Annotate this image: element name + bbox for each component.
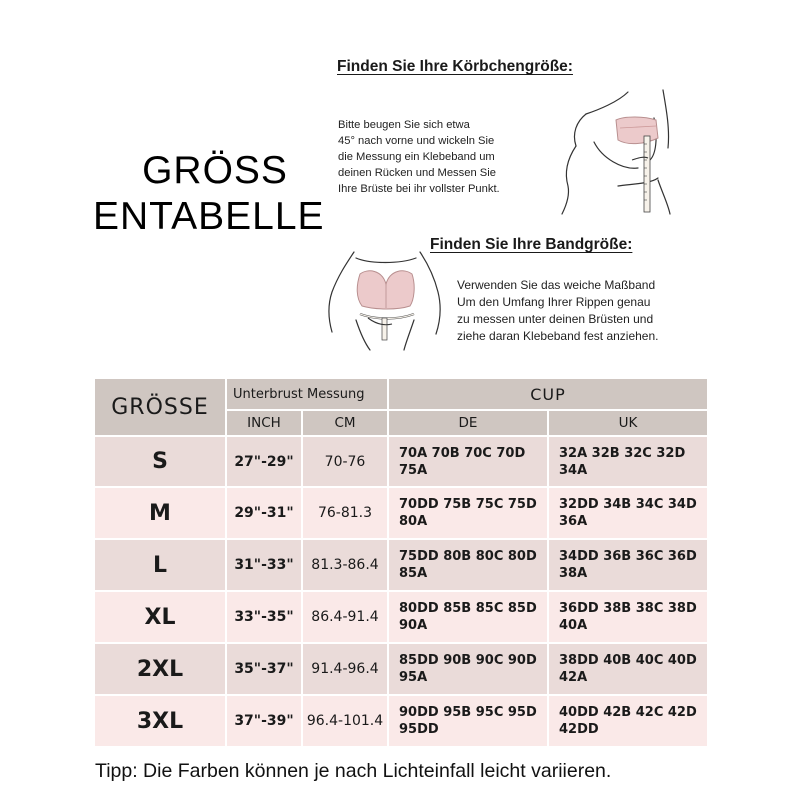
- uk-cup-line: 36DD 38B 38C 38D: [559, 601, 697, 616]
- de-header: DE: [388, 410, 548, 436]
- de-cup-line: 95DD: [399, 722, 439, 737]
- uk-cup-line: 38DD 40B 40C 40D: [559, 653, 697, 668]
- cm-cell: 96.4-101.4: [302, 695, 388, 747]
- cup-instruction-line: Ihre Brüste bei ihr vollster Punkt.: [338, 183, 500, 195]
- size-cell: 3XL: [94, 695, 226, 747]
- uk-header: UK: [548, 410, 708, 436]
- table-row: [94, 591, 708, 643]
- band-instruction-line: Um den Umfang Ihrer Rippen genau: [457, 295, 651, 309]
- title-line-2: ENTABELLE: [93, 195, 325, 238]
- uk-cup-line: 40DD 42B 42C 42D: [559, 705, 697, 720]
- cup-size-heading: Finden Sie Ihre Körbchengröße:: [337, 58, 573, 75]
- de-cup-cell: [388, 539, 548, 591]
- uk-cup-line: 40A: [559, 618, 588, 633]
- de-cup-cell: [388, 487, 548, 539]
- inch-cell: 27"-29": [226, 436, 302, 487]
- uk-cup-line: 42A: [559, 670, 588, 685]
- de-cup-line: 85DD 90B 90C 90D: [399, 653, 537, 668]
- de-cup-line: 85A: [399, 566, 428, 581]
- de-cup-line: 90A: [399, 618, 428, 633]
- inch-cell: 35"-37": [226, 643, 302, 695]
- de-cup-cell: [388, 436, 548, 487]
- table-row: [94, 539, 708, 591]
- uk-cup-cell: [548, 643, 708, 695]
- uk-cup-line: 34A: [559, 462, 588, 478]
- inch-cell: 37"-39": [226, 695, 302, 747]
- cup-instruction-line: die Messung ein Klebeband um: [338, 151, 495, 163]
- cm-cell: 81.3-86.4: [302, 539, 388, 591]
- de-cup-line: 75A: [399, 462, 428, 478]
- de-cup-cell: [388, 695, 548, 747]
- cup-instruction-line: deinen Rücken und Messen Sie: [338, 167, 496, 179]
- uk-cup-line: 32A 32B 32C 32D: [559, 445, 686, 461]
- size-cell: 2XL: [94, 643, 226, 695]
- table-row: [94, 695, 708, 747]
- de-cup-cell: [388, 643, 548, 695]
- band-instruction-line: Verwenden Sie das weiche Maßband: [457, 278, 656, 292]
- table-row: [94, 487, 708, 539]
- color-tip: Tipp: Die Farben können je nach Lichteinfall leicht variieren.: [95, 760, 612, 782]
- cm-cell: 91.4-96.4: [302, 643, 388, 695]
- uk-cup-line: 42DD: [559, 722, 599, 737]
- uk-cup-line: 32DD 34B 34C 34D: [559, 497, 697, 512]
- woman-measuring-underbust-icon: [320, 248, 450, 353]
- uk-cup-line: 34DD 36B 36C 36D: [559, 549, 697, 564]
- uk-cup-cell: [548, 539, 708, 591]
- de-cup-line: 75DD 80B 80C 80D: [399, 549, 537, 564]
- table-header-row: [94, 378, 708, 410]
- size-cell: M: [94, 487, 226, 539]
- de-cup-line: 80DD 85B 85C 85D: [399, 601, 537, 616]
- uk-cup-cell: [548, 436, 708, 487]
- inch-header: INCH: [226, 410, 302, 436]
- inch-cell: 33"-35": [226, 591, 302, 643]
- uk-cup-line: 38A: [559, 566, 588, 581]
- band-instruction-line: zu messen unter deinen Brüsten und: [457, 312, 654, 326]
- size-cell: S: [94, 436, 226, 487]
- cup-instruction-line: Bitte beugen Sie sich etwa: [338, 119, 470, 131]
- de-cup-cell: [388, 591, 548, 643]
- inch-cell: 31"-33": [226, 539, 302, 591]
- table-row: [94, 643, 708, 695]
- cm-header: CM: [302, 410, 388, 436]
- cm-cell: 76-81.3: [302, 487, 388, 539]
- uk-cup-line: 36A: [559, 514, 588, 529]
- woman-measuring-bust-icon: [558, 88, 678, 216]
- inch-cell: 29"-31": [226, 487, 302, 539]
- de-cup-line: 95A: [399, 670, 428, 685]
- cup-instruction-line: 45° nach vorne und wickeln Sie: [338, 135, 495, 147]
- cm-cell: 86.4-91.4: [302, 591, 388, 643]
- underbust-header: Unterbrust Messung: [226, 378, 388, 410]
- uk-cup-cell: [548, 591, 708, 643]
- band-size-heading: Finden Sie Ihre Bandgröße:: [430, 236, 633, 253]
- uk-cup-cell: [548, 695, 708, 747]
- page-title: [90, 148, 340, 240]
- band-size-instructions: [457, 277, 707, 345]
- size-cell: L: [94, 539, 226, 591]
- title-line-1: GRÖSS: [142, 149, 288, 192]
- size-column-header: GRÖSSE: [94, 378, 226, 436]
- cm-cell: 70-76: [302, 436, 388, 487]
- band-instruction-line: ziehe daran Klebeband fest anziehen.: [457, 329, 659, 343]
- cup-header: CUP: [388, 378, 708, 410]
- de-cup-line: 70A 70B 70C 70D: [399, 445, 526, 461]
- size-chart-table: [93, 377, 709, 748]
- table-row: [94, 436, 708, 487]
- de-cup-line: 80A: [399, 514, 428, 529]
- size-cell: XL: [94, 591, 226, 643]
- de-cup-line: 90DD 95B 95C 95D: [399, 705, 537, 720]
- cup-size-instructions: [338, 117, 560, 197]
- de-cup-line: 70DD 75B 75C 75D: [399, 497, 537, 512]
- uk-cup-cell: [548, 487, 708, 539]
